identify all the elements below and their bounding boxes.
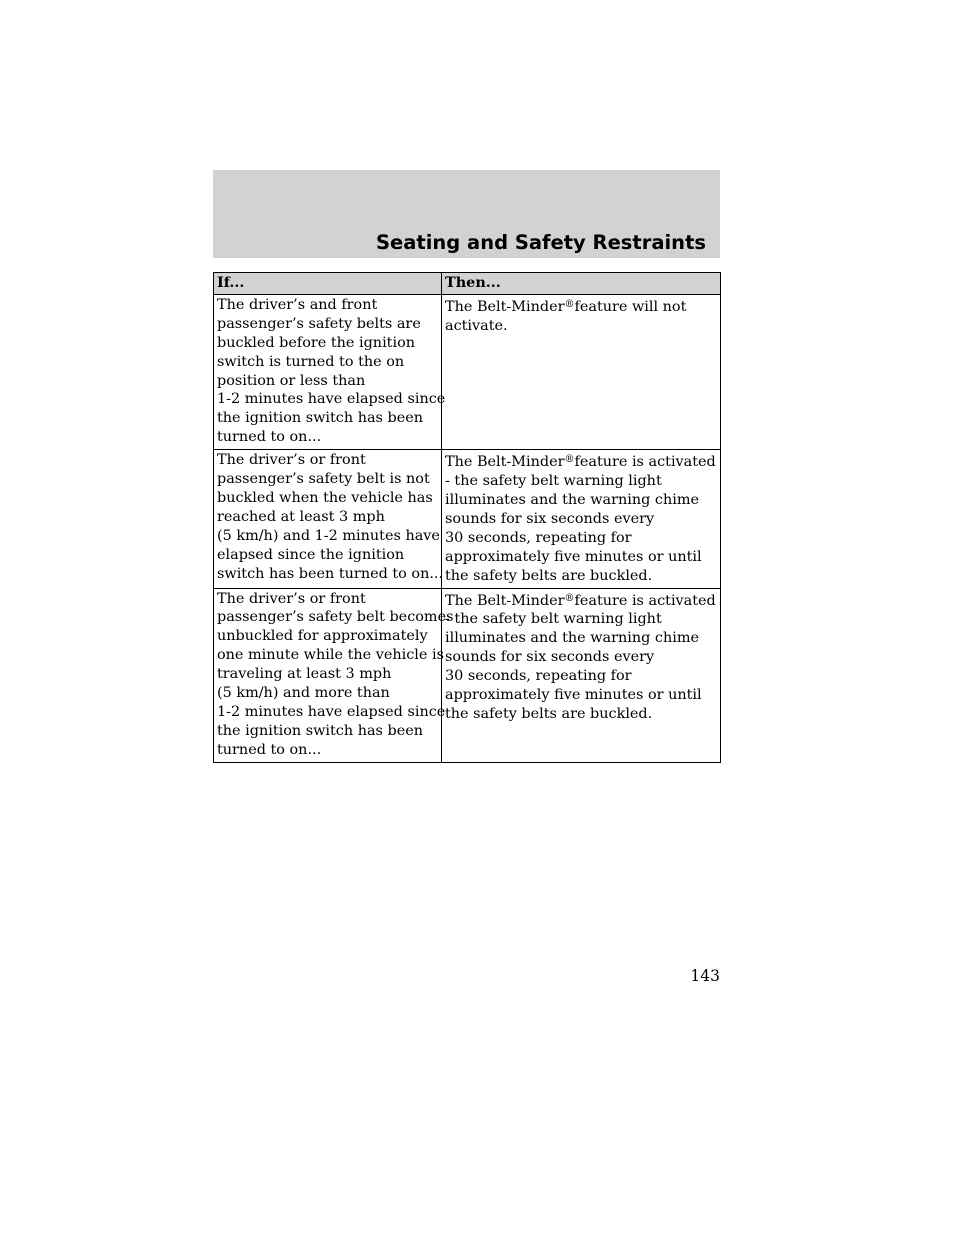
condition-cell: [214, 294, 446, 449]
cell-text-line: The driver’s or front: [217, 452, 366, 469]
cell-text-line: buckled when the vehicle has: [217, 489, 433, 506]
cell-text-line: The Belt-Minder®feature is activated: [445, 454, 716, 471]
column-header-then: Then...: [442, 273, 721, 295]
cell-text-line: turned to on...: [217, 741, 322, 758]
cell-text-line: illuminates and the warning chime: [445, 630, 700, 647]
cell-text-line: unbuckled for approximately: [217, 628, 428, 645]
cell-text-line: 30 seconds, repeating for: [445, 668, 632, 685]
cell-text-line: the safety belts are buckled.: [445, 705, 653, 722]
table-header: [214, 273, 721, 295]
cell-text-line: The driver’s and front: [217, 296, 378, 313]
table-header-row: [214, 273, 721, 295]
cell-text-line: switch is turned to the on: [217, 353, 405, 370]
cell-text-line: activate.: [445, 317, 508, 334]
cell-text-line: - the safety belt warning light: [445, 611, 662, 628]
cell-text-line: approximately five minutes or until: [445, 548, 702, 565]
cell-text-line: approximately five minutes or until: [445, 687, 702, 704]
cell-text-line: buckled before the ignition: [217, 334, 415, 351]
section-header-band: [213, 170, 720, 258]
cell-text-line: the ignition switch has been: [217, 722, 424, 739]
table-row: [214, 588, 721, 762]
cell-text-line: elapsed since the ignition: [217, 546, 405, 563]
cell-text-line: reached at least 3 mph: [217, 508, 385, 525]
cell-text-line: turned to on...: [217, 429, 322, 446]
cell-text-line: 1-2 minutes have elapsed since: [217, 391, 446, 408]
table-row: [214, 450, 721, 588]
section-title: Seating and Safety Restraints: [375, 231, 706, 254]
cell-text-line: 1-2 minutes have elapsed since: [217, 703, 446, 720]
cell-text-line: passenger’s safety belt becomes: [217, 609, 454, 626]
cell-text-line: the ignition switch has been: [217, 410, 424, 427]
condition-cell: [214, 588, 454, 762]
result-cell: [442, 294, 721, 449]
cell-text-line: passenger’s safety belt is not: [217, 471, 430, 488]
registered-mark: ®: [564, 592, 575, 604]
cell-text-line: (5 km/h) and more than: [217, 685, 390, 702]
cell-text-line: The Belt-Minder®feature will not: [445, 298, 687, 315]
cell-text-line: The Belt-Minder®feature is activated: [445, 592, 716, 609]
result-cell: [442, 588, 721, 762]
cell-text-line: one minute while the vehicle is: [217, 647, 444, 664]
table-row: [214, 294, 721, 449]
registered-mark: ®: [564, 454, 575, 466]
result-cell: [442, 450, 721, 588]
page-number: 143: [690, 967, 720, 985]
cell-text-line: 30 seconds, repeating for: [445, 529, 632, 546]
cell-text-line: position or less than: [217, 372, 366, 389]
condition-cell: [214, 450, 442, 588]
cell-text-line: sounds for six seconds every: [445, 510, 655, 527]
cell-text-line: switch has been turned to on...: [217, 565, 444, 582]
cell-text-line: The driver’s or front: [217, 590, 366, 607]
registered-mark: ®: [564, 298, 575, 310]
cell-text-line: illuminates and the warning chime: [445, 491, 700, 508]
cell-text-line: (5 km/h) and 1-2 minutes have: [217, 527, 440, 544]
cell-text-line: traveling at least 3 mph: [217, 666, 392, 683]
belt-minder-conditions-table: [213, 272, 721, 763]
table-body: [214, 294, 721, 762]
cell-text-line: sounds for six seconds every: [445, 649, 655, 666]
cell-text-line: passenger’s safety belts are: [217, 315, 421, 332]
cell-text-line: the safety belts are buckled.: [445, 567, 653, 584]
cell-text-line: - the safety belt warning light: [445, 473, 662, 490]
column-header-if: If...: [214, 273, 442, 295]
